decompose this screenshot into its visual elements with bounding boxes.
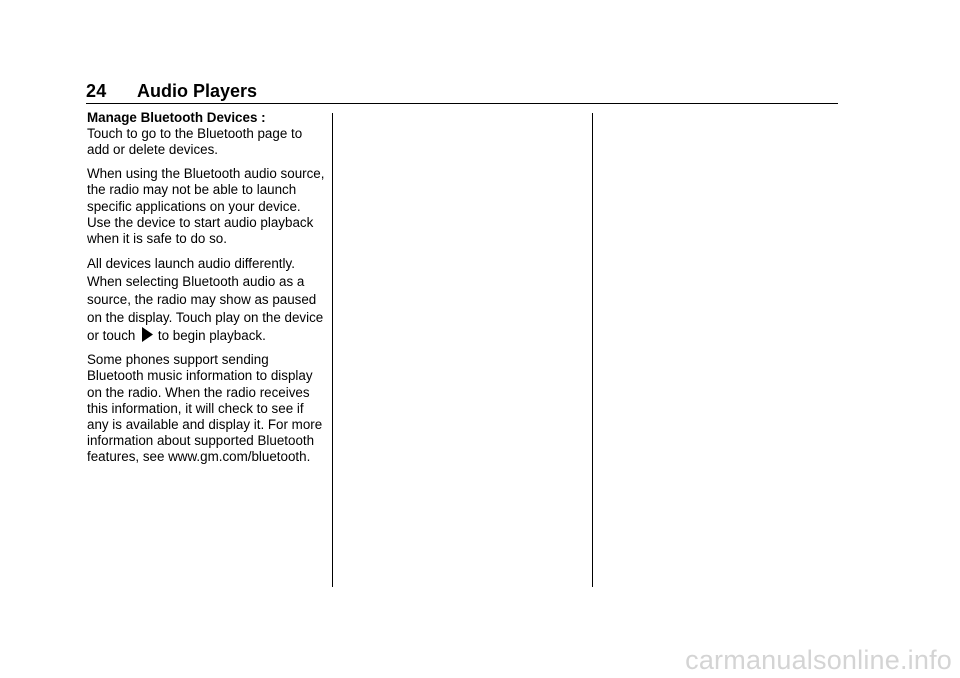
- term-definition: Touch to go to the Bluetooth page to add or delete devices.: [87, 126, 303, 158]
- column-divider: [332, 113, 333, 587]
- play-text-before: All devices launch audio differently. When selecting Bluetooth audio as a source, the radio may show as paused on the display. Touch play on the device or touch: [87, 255, 324, 343]
- body-paragraph: Some phones support sending Bluetooth music information to display on the radio. When the radio receives this information, it will check to see if any is available and display it. For more information about supported Bluetooth features, see www.gm.com/bluetooth.: [87, 352, 323, 465]
- body-paragraph: When using the Bluetooth audio source, the radio may not be able to launch specific applications on your device. Use the device to start audio playback when it is safe to do so.: [87, 166, 325, 246]
- body-paragraph-play: [87, 255, 325, 345]
- page-number: 24: [86, 81, 107, 101]
- section-title: Audio Players: [137, 81, 258, 101]
- watermark: carmanualsonline.info: [685, 645, 952, 675]
- column-divider: [592, 113, 593, 587]
- definition-paragraph: [87, 110, 325, 159]
- play-icon: [141, 327, 153, 342]
- term-manage-bluetooth-devices: Manage Bluetooth Devices :: [87, 110, 266, 125]
- play-text-after: to begin playback.: [157, 327, 266, 343]
- text-column-left: [87, 110, 325, 473]
- page-header: [86, 81, 838, 104]
